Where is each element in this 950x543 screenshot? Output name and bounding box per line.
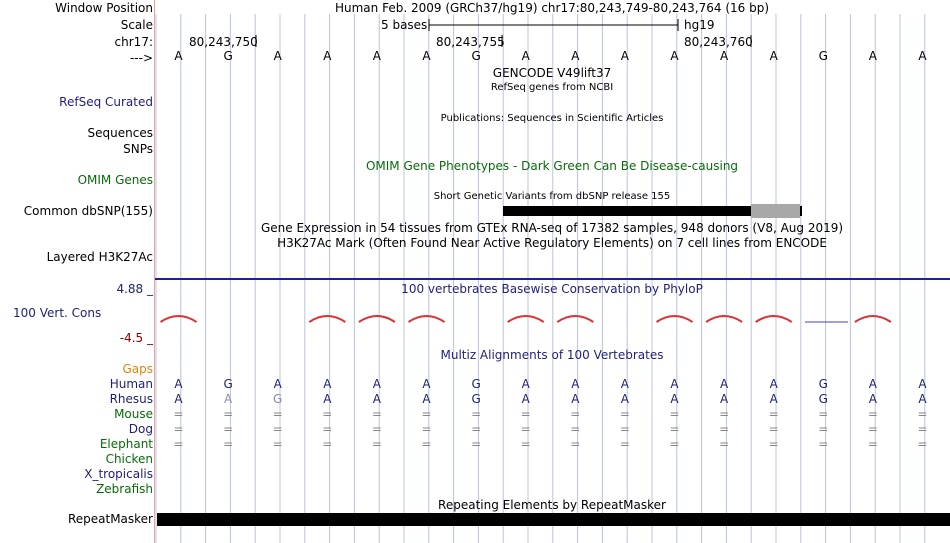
alignment-base: = <box>619 437 630 451</box>
alignment-base: = <box>272 422 283 436</box>
common-dbsnp-label[interactable]: Common dbSNP(155) <box>23 204 153 218</box>
alignment-base: = <box>619 407 630 421</box>
conservation-peak <box>557 316 593 322</box>
sequence-base: A <box>868 49 877 63</box>
layered-h3k27ac-label[interactable]: Layered H3K27Ac <box>46 250 153 264</box>
alignment-base: A <box>670 392 679 406</box>
alignment-base: = <box>818 437 829 451</box>
alignment-base: = <box>619 422 630 436</box>
alignment-base: G <box>471 392 481 406</box>
conservation-top-line <box>155 278 950 280</box>
species-label-chicken[interactable]: Chicken <box>105 452 153 466</box>
alignment-base: = <box>719 437 730 451</box>
species-label-mouse[interactable]: Mouse <box>114 407 153 421</box>
sequence-base: A <box>571 49 580 63</box>
alignment-base: = <box>471 422 482 436</box>
conservation-peak <box>409 316 445 322</box>
alignment-base: = <box>520 422 531 436</box>
alignment-base: = <box>867 437 878 451</box>
alignment-base: A <box>670 377 679 391</box>
alignment-base: = <box>867 407 878 421</box>
alignment-base: = <box>471 437 482 451</box>
alignment-base: A <box>769 392 778 406</box>
alignment-base: = <box>173 422 184 436</box>
alignment-base: A <box>918 392 927 406</box>
scale-bar <box>428 18 680 32</box>
alignment-base: = <box>719 407 730 421</box>
alignment-base: A <box>571 392 580 406</box>
conservation-plot <box>0 300 950 330</box>
conservation-peak <box>359 316 395 322</box>
conservation-min-label: -4.5 _ <box>119 331 153 345</box>
alignment-base: A <box>422 377 431 391</box>
strand-label: ---> <box>129 51 153 65</box>
gtex-track-title: Gene Expression in 54 tissues from GTEx RNA-seq of 17382 samples, 948 donors (V8, Aug 2019) <box>260 221 844 235</box>
alignment-base: = <box>371 437 382 451</box>
publications-track-title: Publications: Sequences in Scientific Articles <box>440 113 664 124</box>
sequence-base: A <box>620 49 629 63</box>
h3k27ac-track-title: H3K27Ac Mark (Often Found Near Active Regulatory Elements) on 7 cell lines from ENCODE <box>277 236 827 250</box>
species-label-elephant[interactable]: Elephant <box>99 437 153 451</box>
alignment-base: A <box>918 377 927 391</box>
alignment-base: A <box>620 392 629 406</box>
alignment-base: = <box>768 422 779 436</box>
alignment-base: = <box>223 407 234 421</box>
alignment-base: A <box>571 377 580 391</box>
position-tick-3: 80,243,760 <box>684 35 753 49</box>
alignment-base: = <box>917 407 928 421</box>
alignment-base: A <box>223 392 233 406</box>
alignment-base: A <box>372 377 381 391</box>
alignment-base: A <box>174 377 183 391</box>
alignment-base: A <box>769 377 778 391</box>
sequence-base: A <box>719 49 729 63</box>
conservation-peak <box>855 316 891 322</box>
alignment-base: = <box>223 437 234 451</box>
alignment-base: = <box>570 437 581 451</box>
alignment-base: G <box>471 377 481 391</box>
species-label-human[interactable]: Human <box>109 377 153 391</box>
alignment-base: = <box>173 407 184 421</box>
alignment-base: = <box>768 407 779 421</box>
conservation-peak <box>657 316 693 322</box>
alignment-base: = <box>570 407 581 421</box>
alignment-base: A <box>521 392 530 406</box>
alignment-base: G <box>818 377 828 391</box>
repeatmasker-label[interactable]: RepeatMasker <box>67 512 153 526</box>
alignment-base: G <box>273 392 283 406</box>
alignment-base: A <box>868 377 877 391</box>
conservation-peak <box>161 316 197 322</box>
alignment-base: = <box>322 422 333 436</box>
gaps-label: Gaps <box>122 362 153 376</box>
alignment-base: = <box>272 407 283 421</box>
alignment-base: A <box>273 377 282 391</box>
alignment-base: A <box>719 377 729 391</box>
chromosome-label: chr17: <box>114 35 153 49</box>
omim-genes-label[interactable]: OMIM Genes <box>77 173 153 187</box>
scale-label: Scale <box>120 18 153 32</box>
repeat-track-title: Repeating Elements by RepeatMasker <box>438 498 666 512</box>
sequence-base: G <box>818 49 828 63</box>
sequence-base: G <box>471 49 481 63</box>
alignment-base: = <box>669 422 680 436</box>
alignment-base: = <box>768 437 779 451</box>
alignment-base: = <box>421 422 432 436</box>
alignment-base: A <box>323 392 332 406</box>
omim-track-title: OMIM Gene Phenotypes - Dark Green Can Be Disease-causing <box>365 159 739 173</box>
alignment-base: = <box>818 407 829 421</box>
dbsnp-track-title: Short Genetic Variants from dbSNP release 155 <box>433 191 671 202</box>
alignment-base: A <box>422 392 431 406</box>
sequence-base: A <box>918 49 927 63</box>
dbsnp-highlight[interactable] <box>751 204 800 218</box>
alignment-base: A <box>620 377 629 391</box>
alignment-base: = <box>421 437 432 451</box>
alignment-base: = <box>173 437 184 451</box>
alignment-base: = <box>719 422 730 436</box>
alignment-base: = <box>322 437 333 451</box>
alignment-base: = <box>322 407 333 421</box>
conservation-max-label: 4.88 _ <box>116 282 153 296</box>
window-position-value[interactable]: Human Feb. 2009 (GRCh37/hg19) chr17:80,243,749-80,243,764 (16 bp) <box>334 1 770 15</box>
sequence-base: A <box>174 49 183 63</box>
alignment-base: G <box>818 392 828 406</box>
conservation-peak <box>756 316 792 322</box>
alignment-base: = <box>570 422 581 436</box>
alignment-base: A <box>868 392 877 406</box>
window-position-label: Window Position <box>55 1 153 15</box>
conservation-peak <box>508 316 544 322</box>
conservation-peak <box>309 316 345 322</box>
alignment-base: G <box>223 377 233 391</box>
sequence-base: A <box>521 49 530 63</box>
gencode-track-title[interactable]: GENCODE V49lift37 <box>492 66 612 80</box>
alignment-base: = <box>371 422 382 436</box>
alignment-base: = <box>371 407 382 421</box>
sequence-base: A <box>769 49 778 63</box>
alignment-base: = <box>669 407 680 421</box>
conservation-track-title: 100 vertebrates Basewise Conservation by PhyloP <box>401 282 703 296</box>
sequence-base: A <box>670 49 679 63</box>
alignment-base: A <box>719 392 729 406</box>
species-label-dog[interactable]: Dog <box>128 422 153 436</box>
sequence-base: A <box>372 49 381 63</box>
repeatmasker-feature[interactable] <box>157 513 950 526</box>
position-tick-2: 80,243,755 <box>436 35 505 49</box>
scale-text: 5 bases <box>381 18 428 32</box>
sequence-base: A <box>273 49 282 63</box>
species-label-rhesus[interactable]: Rhesus <box>109 392 153 406</box>
alignment-base: = <box>917 422 928 436</box>
alignment-base: = <box>272 437 283 451</box>
alignment-base: = <box>223 422 234 436</box>
position-ticks <box>0 34 950 48</box>
position-tick-1: 80,243,750 <box>189 35 258 49</box>
alignment-base: = <box>520 437 531 451</box>
species-label-zebrafish[interactable]: Zebrafish <box>96 482 153 496</box>
sequence-base: A <box>323 49 332 63</box>
alignment-base: = <box>669 437 680 451</box>
sequence-base: G <box>223 49 233 63</box>
multiz-track-title: Multiz Alignments of 100 Vertebrates <box>440 348 664 362</box>
alignment-base: = <box>818 422 829 436</box>
vert-cons-label[interactable]: 100 Vert. Cons <box>13 306 102 320</box>
alignment-base: A <box>323 377 332 391</box>
alignment-base: = <box>471 407 482 421</box>
refseq-track-subtitle: RefSeq genes from NCBI <box>490 82 614 93</box>
alignment-base: = <box>867 422 878 436</box>
alignment-base: = <box>421 407 432 421</box>
alignment-base: A <box>521 377 530 391</box>
alignment-base: = <box>520 407 531 421</box>
sequences-label[interactable]: Sequences <box>87 126 153 140</box>
snps-label[interactable]: SNPs <box>123 142 153 156</box>
track-left-border <box>154 0 155 543</box>
alignment-base: A <box>372 392 381 406</box>
species-label-x_tropicalis[interactable]: X_tropicalis <box>84 467 153 481</box>
sequence-base: A <box>422 49 431 63</box>
alignment-base: A <box>174 392 183 406</box>
assembly-label: hg19 <box>684 18 715 32</box>
alignment-base: = <box>917 437 928 451</box>
conservation-peak <box>706 316 742 322</box>
refseq-curated-label[interactable]: RefSeq Curated <box>59 95 153 109</box>
